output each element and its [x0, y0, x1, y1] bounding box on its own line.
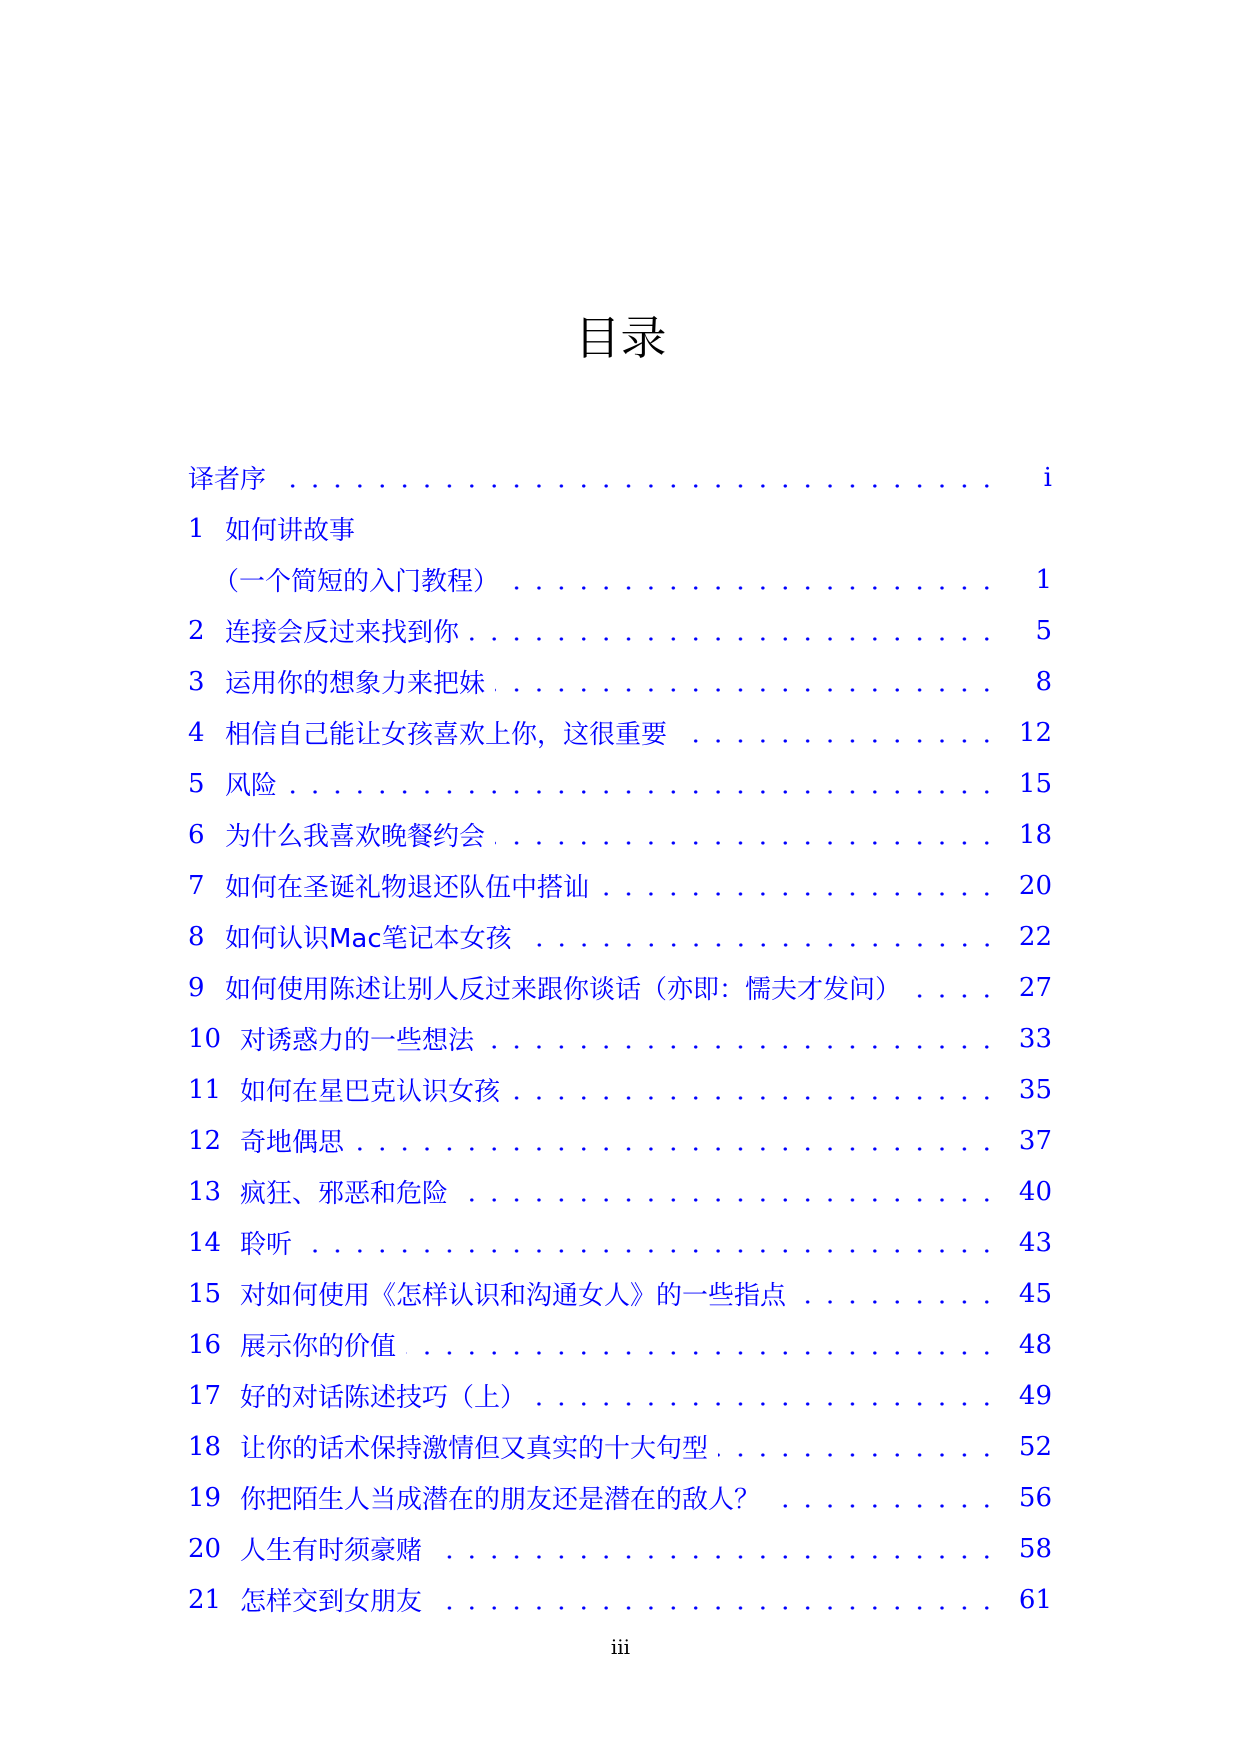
toc-entry-title: 为什么我喜欢晚餐约会 — [225, 822, 486, 852]
toc-entry-20[interactable] — [188, 1523, 1052, 1574]
toc-entry-page: 35 — [1018, 1074, 1052, 1105]
toc-entry-4[interactable] — [188, 707, 1052, 758]
toc-entry-number: 3 — [188, 666, 205, 697]
toc-entry-18[interactable] — [188, 1421, 1052, 1472]
toc-entry-page: 37 — [1018, 1125, 1052, 1156]
dot-leader — [484, 1024, 998, 1054]
toc-entry-number: 15 — [188, 1278, 222, 1309]
toc-entry-page: 61 — [1018, 1584, 1052, 1615]
toc-entry-number: 7 — [188, 870, 205, 901]
toc-entry-page: 45 — [1018, 1278, 1052, 1309]
dot-leader — [796, 1279, 998, 1309]
toc-entry-10[interactable] — [188, 1013, 1052, 1064]
dot-leader — [406, 1330, 998, 1360]
toc-entry-page: 8 — [1035, 666, 1052, 697]
toc-entry-title: 聆听 — [240, 1230, 293, 1260]
toc-entry-title: 运用你的想象力来把妹 — [225, 669, 486, 699]
toc-entry-number: 12 — [188, 1125, 222, 1156]
toc-entry-page: 12 — [1018, 717, 1052, 748]
toc-entry-19[interactable] — [188, 1472, 1052, 1523]
dot-leader — [770, 1483, 998, 1513]
toc-entry-number: 20 — [188, 1533, 222, 1564]
toc-entry-title: 译者序 — [188, 465, 267, 495]
toc-entry-title: 对诱惑力的一些想法 — [240, 1026, 475, 1056]
toc-entry-1[interactable] — [188, 503, 1052, 554]
toc-entry-title: 疯狂、邪恶和危险 — [240, 1179, 449, 1209]
toc-entry-page: 56 — [1018, 1482, 1052, 1513]
toc-entry-page: 40 — [1018, 1176, 1052, 1207]
dot-leader — [302, 1228, 998, 1258]
toc-entry-number: 9 — [188, 972, 205, 1003]
dot-leader — [495, 820, 998, 850]
toc-entry-page: 22 — [1018, 921, 1052, 952]
toc-entry-title: 如何认识Mac笔记本女孩 — [225, 924, 512, 954]
toc-entry-number: 10 — [188, 1023, 222, 1054]
toc-entry-number: 18 — [188, 1431, 222, 1462]
toc-entry-5[interactable] — [188, 758, 1052, 809]
dot-leader — [354, 1126, 998, 1156]
dot-leader — [510, 1075, 998, 1105]
toc-entry-title: 人生有时须豪赌 — [240, 1536, 423, 1566]
toc-entry-7[interactable] — [188, 860, 1052, 911]
toc-entry-title: 如何使用陈述让别人反过来跟你谈话（亦即：懦夫才发问） — [225, 975, 902, 1005]
toc-entry-page: 1 — [1035, 564, 1052, 595]
dot-leader — [911, 973, 998, 1003]
toc-entry-2[interactable] — [188, 605, 1052, 656]
toc-entry-13[interactable] — [188, 1166, 1052, 1217]
toc-entry-number: 8 — [188, 921, 205, 952]
toc-entry-number: 11 — [188, 1074, 222, 1105]
toc-entry-number: 1 — [188, 513, 205, 544]
toc-entry-number: 6 — [188, 819, 205, 850]
toc-entry-page: 18 — [1018, 819, 1052, 850]
toc-entry-page: 58 — [1018, 1533, 1052, 1564]
toc-entry-title: 好的对话陈述技巧（上） — [240, 1383, 527, 1413]
dot-leader — [432, 1585, 998, 1615]
dot-leader — [718, 1432, 998, 1462]
dot-leader — [458, 1177, 998, 1207]
toc-entry-preface[interactable] — [188, 452, 1052, 503]
toc-entry-title: 相信自己能让女孩喜欢上你，这很重要 — [225, 720, 668, 750]
toc-entry-9[interactable] — [188, 962, 1052, 1013]
page-title: 目录 — [574, 311, 667, 365]
dot-leader — [677, 718, 998, 748]
toc-entry-11[interactable] — [188, 1064, 1052, 1115]
toc-entry-16[interactable] — [188, 1319, 1052, 1370]
dot-leader — [495, 667, 998, 697]
dot-leader — [287, 769, 998, 799]
toc-entry-6[interactable] — [188, 809, 1052, 860]
toc-entry-title: 你把陌生人当成潜在的朋友还是潜在的敌人？ — [240, 1485, 761, 1515]
toc-entry-number: 14 — [188, 1227, 222, 1258]
toc-entry-page: 48 — [1018, 1329, 1052, 1360]
dot-leader — [599, 871, 998, 901]
dot-leader — [509, 565, 998, 595]
toc-entry-17[interactable] — [188, 1370, 1052, 1421]
dot-leader — [432, 1534, 998, 1564]
toc-entry-12[interactable] — [188, 1115, 1052, 1166]
toc-entry-page: 52 — [1018, 1431, 1052, 1462]
table-of-contents — [188, 452, 1052, 1625]
toc-entry-title: （一个简短的入门教程） — [213, 567, 500, 597]
toc-entry-number: 19 — [188, 1482, 222, 1513]
toc-entry-number: 16 — [188, 1329, 222, 1360]
toc-entry-15[interactable] — [188, 1268, 1052, 1319]
dot-leader — [522, 922, 998, 952]
toc-entry-title: 如何讲故事 — [225, 516, 356, 546]
toc-entry-title: 让你的话术保持激情但又真实的十大句型 — [240, 1434, 709, 1464]
toc-entry-page: 43 — [1018, 1227, 1052, 1258]
toc-entry-14[interactable] — [188, 1217, 1052, 1268]
dot-leader — [469, 616, 998, 646]
page-number: iii — [610, 1635, 631, 1659]
toc-entry-title: 对如何使用《怎样认识和沟通女人》的一些指点 — [240, 1281, 787, 1311]
toc-entry-title: 连接会反过来找到你 — [225, 618, 460, 648]
dot-leader — [276, 463, 998, 493]
toc-entry-page: 5 — [1035, 615, 1052, 646]
toc-entry-page: 15 — [1018, 768, 1052, 799]
toc-entry-page: 27 — [1018, 972, 1052, 1003]
toc-entry-number: 5 — [188, 768, 205, 799]
toc-entry-title: 风险 — [225, 771, 278, 801]
toc-entry-number: 13 — [188, 1176, 222, 1207]
toc-entry-3[interactable] — [188, 656, 1052, 707]
toc-entry-page: 33 — [1018, 1023, 1052, 1054]
toc-entry-number: 17 — [188, 1380, 222, 1411]
toc-entry-title: 展示你的价值 — [240, 1332, 397, 1362]
toc-entry-title: 如何在圣诞礼物退还队伍中搭讪 — [225, 873, 590, 903]
dot-leader — [536, 1381, 998, 1411]
toc-entry-page: i — [1043, 462, 1052, 493]
toc-entry-21[interactable] — [188, 1574, 1052, 1625]
toc-entry-number: 21 — [188, 1584, 222, 1615]
toc-entry-title: 奇地偶思 — [240, 1128, 345, 1158]
toc-entry-title: 怎样交到女朋友 — [240, 1587, 423, 1617]
toc-entry-number: 4 — [188, 717, 205, 748]
toc-entry-title: 如何在星巴克认识女孩 — [240, 1077, 501, 1107]
toc-entry-page: 49 — [1018, 1380, 1052, 1411]
toc-entry-page: 20 — [1018, 870, 1052, 901]
toc-entry-1-continued[interactable] — [188, 554, 1052, 605]
toc-entry-number: 2 — [188, 615, 205, 646]
toc-entry-8[interactable] — [188, 911, 1052, 962]
